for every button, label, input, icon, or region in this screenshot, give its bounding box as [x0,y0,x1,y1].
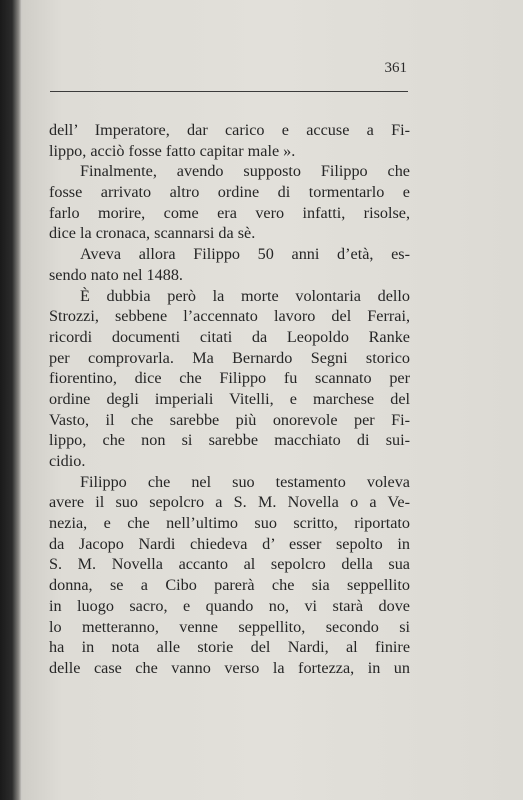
book-page [22,0,523,800]
text-line: per comprovarla. Ma Bernardo Segni storico [49,348,410,367]
text-line: lippo, acciò fosse fatto capitar male ». [49,141,296,160]
text-line: cidio. [49,452,86,470]
text-line: S. M. Novella accanto al sepolcro della sua [49,555,410,574]
text-line: fosse arrivato altro ordine di tormentarlo e [49,183,410,202]
text-line: lo metteranno, venne seppellito, secondo si [49,617,410,636]
text-line: donna, se a Cibo parerà che sia seppellito [49,576,410,595]
text-line: ordine degli imperiali Vitelli, e marchese del [49,389,410,408]
text-line: dice la cronaca, scannarsi da sè. [49,224,256,243]
text-line: delle case che vanno verso la fortezza, in un [49,658,410,677]
text-line: dell’ Imperatore, dar carico e accuse a Fi- [49,121,410,139]
text-line: avere il suo sepolcro a S. M. Novella o a Ve- [49,493,410,512]
text-line: ha in nota alle storie del Nardi, al finire [49,638,410,657]
text-line: Vasto, il che sarebbe più onorevole per Fi- [49,410,410,429]
text-line: lippo, che non si sarebbe macchiato di sui- [49,431,410,450]
text-line: È dubbia però la morte volontaria dello [80,286,410,305]
text-line: da Jacopo Nardi chiedeva d’ esser sepolto in [49,534,410,553]
body-text [49,120,410,679]
header-rule [50,91,408,92]
text-line: sendo nato nel 1488. [49,265,183,284]
text-line: Filippo che nel suo testamento voleva [80,472,410,491]
text-line: in luogo sacro, e quando no, vi starà dove [49,596,410,615]
text-line: Finalmente, avendo supposto Filippo che [80,162,410,181]
text-line: Aveva allora Filippo 50 anni d’età, es- [80,245,410,264]
text-line: fiorentino, dice che Filippo fu scannato per [49,369,410,388]
text-line: nezia, e che nell’ultimo suo scritto, riportato [49,514,410,533]
book-spine-shadow [0,0,22,800]
text-line: ricordi documenti citati da Leopoldo Ranke [49,327,410,346]
text-line: farlo morire, come era vero infatti, risolse, [49,203,410,222]
page-number: 361 [384,60,407,76]
text-line: Strozzi, sebbene l’accennato lavoro del Ferrai, [49,307,410,326]
